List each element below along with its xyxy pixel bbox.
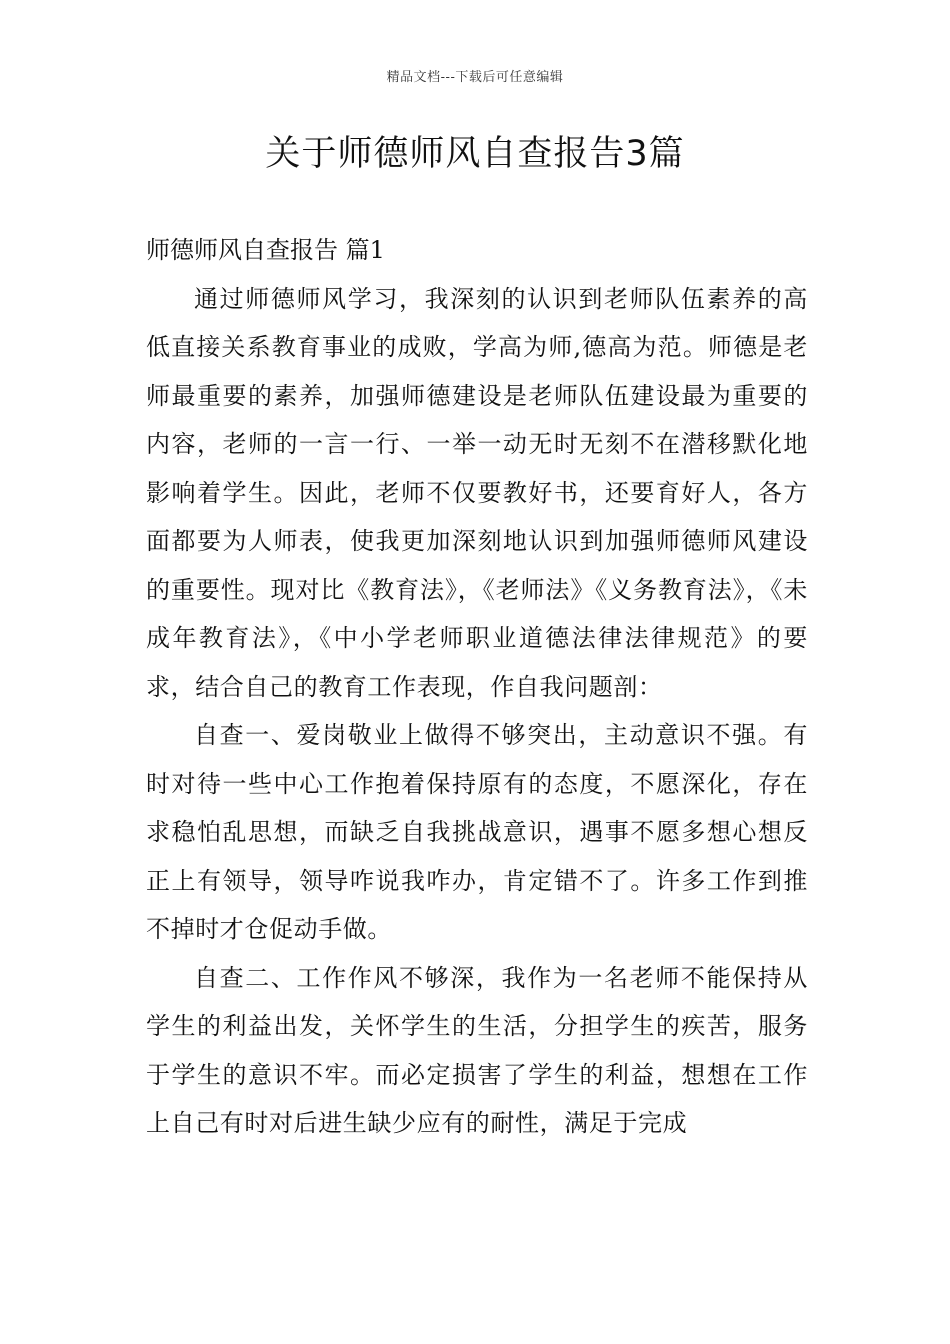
header-note: 精品文档---下载后可任意编辑: [386, 70, 564, 85]
document-body: [146, 226, 808, 1148]
section-heading: 师德师风自查报告 篇1: [146, 236, 385, 264]
document-title: 关于师德师风自查报告3篇: [265, 134, 685, 174]
paragraph-self-check-1: 自查一、爱岗敬业上做得不够突出，主动意识不强。有时对待一些中心工作抱着保持原有的态度，不愿深化，存在求稳怕乱思想，而缺乏自我挑战意识，遇事不愿多想心想反正上有领导，领导咋说我咋办，肯定错不了。许多工作到推不掉时才仓促动手做。: [146, 721, 808, 943]
paragraph-self-check-2: 自查二、工作作风不够深，我作为一名老师不能保持从学生的利益出发，关怀学生的生活，分担学生的疾苦，服务于学生的意识不牢。而必定损害了学生的利益，想想在工作上自己有时对后进生缺少应有的耐性，满足于完成: [146, 963, 808, 1137]
paragraph-intro: 通过师德师风学习，我深刻的认识到老师队伍素养的高低直接关系教育事业的成败，学高为师,德高为范。师德是老师最重要的素养，加强师德建设是老师队伍建设最为重要的内容，老师的一言一行、一举一动无时无刻不在潜移默化地影响着学生。因此，老师不仅要教好书，还要育好人，各方面都要为人师表，使我更加深刻地认识到加强师德师风建设的重要性。现对比《教育法》，《老师法》《义务教育法》，《未成年教育法》，《中小学老师职业道德法律法律规范》的要求，结合自己的教育工作表现，作自我问题剖：: [146, 284, 808, 701]
